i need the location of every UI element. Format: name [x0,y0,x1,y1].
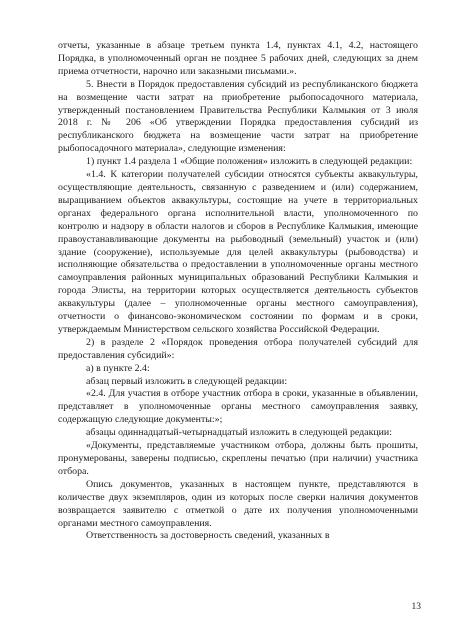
paragraph-clause-2-4: «2.4. Для участия в отборе участник отбора в сроки, указанные в объявлении, представляет в уполномоченные органы местного самоуправления заявку, содержащую следующие документы:»; [58,388,418,426]
page-number: 13 [411,602,421,612]
document-body [58,40,418,543]
paragraph-subitem-a: а) в пункте 2.4: [86,362,150,374]
paragraph-responsibility: Ответственность за достоверность сведений, указанных в [86,530,330,542]
paragraph-first-abzac: абзац первый изложить в следующей редакции: [86,375,288,387]
paragraph-item-5-amendments: 5. Внести в Порядок предоставления субсидий из республиканского бюджета на возмещение части затрат на приобретение рыбопосадочного материала, утвержденный постановлением Правительства Республики Калмыкия от 3 июля 2018 г. № 206 «Об утверждении Порядка предоставления субсидий из республиканского бюджета на возмещение части затрат на приобретение рыбопосадочного материала», следующие изменения: [58,78,418,155]
paragraph-documents-requirements: «Документы, представляемые участником отбора, должны быть прошиты, пронумерованы, заверены подписью, скреплены печатью (при наличии) участника отбора. [58,440,418,477]
paragraph-clause-1-4: «1.4. К категории получателей субсидии относятся субъекты аквакультуры, осуществляющие деятельность, связанную с разведением и (или) содержанием, выращиванием объектов аквакультуры, состоящие на учете в территориальных органах федерального органа исполнительной власти, уполномоченного по контролю и надзору в области налогов и сборов в Республике Калмыкия, имеющие правоустанавливающие документы на рыбоводный (земельный) участок и (или) здание (сооружение), используемые для целей аквакультуры (рыбоводства) и исполняющие обязательства о предоставлении в уполномоченные органы местного самоуправления районных муниципальных образований Республики Калмыкия и города Элисты, на территории которых осуществляется деятельность субъектов аквакультуры (далее – уполномоченные органы местного самоуправления), отчетности о финансово-экономическом состоянии по формам и в сроки, утверждаемым Министерством сельского хозяйства Российской Федерации. [58,169,418,335]
paragraph-abzacy-11-14: абзацы одиннадцатый-четырнадцатый изложить в следующей редакции: [86,427,392,439]
paragraph-subitem-1: 1) пункт 1.4 раздела 1 «Общие положения» изложить в следующей редакции: [86,156,413,168]
paragraph-subitem-2: 2) в разделе 2 «Порядок проведения отбора получателей субсидий для предоставления субсидий»: [58,336,418,361]
paragraph-report-deadline: отчеты, указанные в абзаце третьем пункта 1.4, пунктах 4.1, 4.2, настоящего Порядка, в уполномоченный орган не позднее 5 рабочих дней, следующих за днем приема отчетности, нарочно или заказными письмами.». [58,40,418,77]
paragraph-documents-inventory: Опись документов, указанных в настоящем пункте, представляются в количестве двух экземпляров, один из которых после сверки наличия документов возвращается заявителю с отметкой о дате их получения уполномоченными органами местного самоуправления. [58,478,418,529]
